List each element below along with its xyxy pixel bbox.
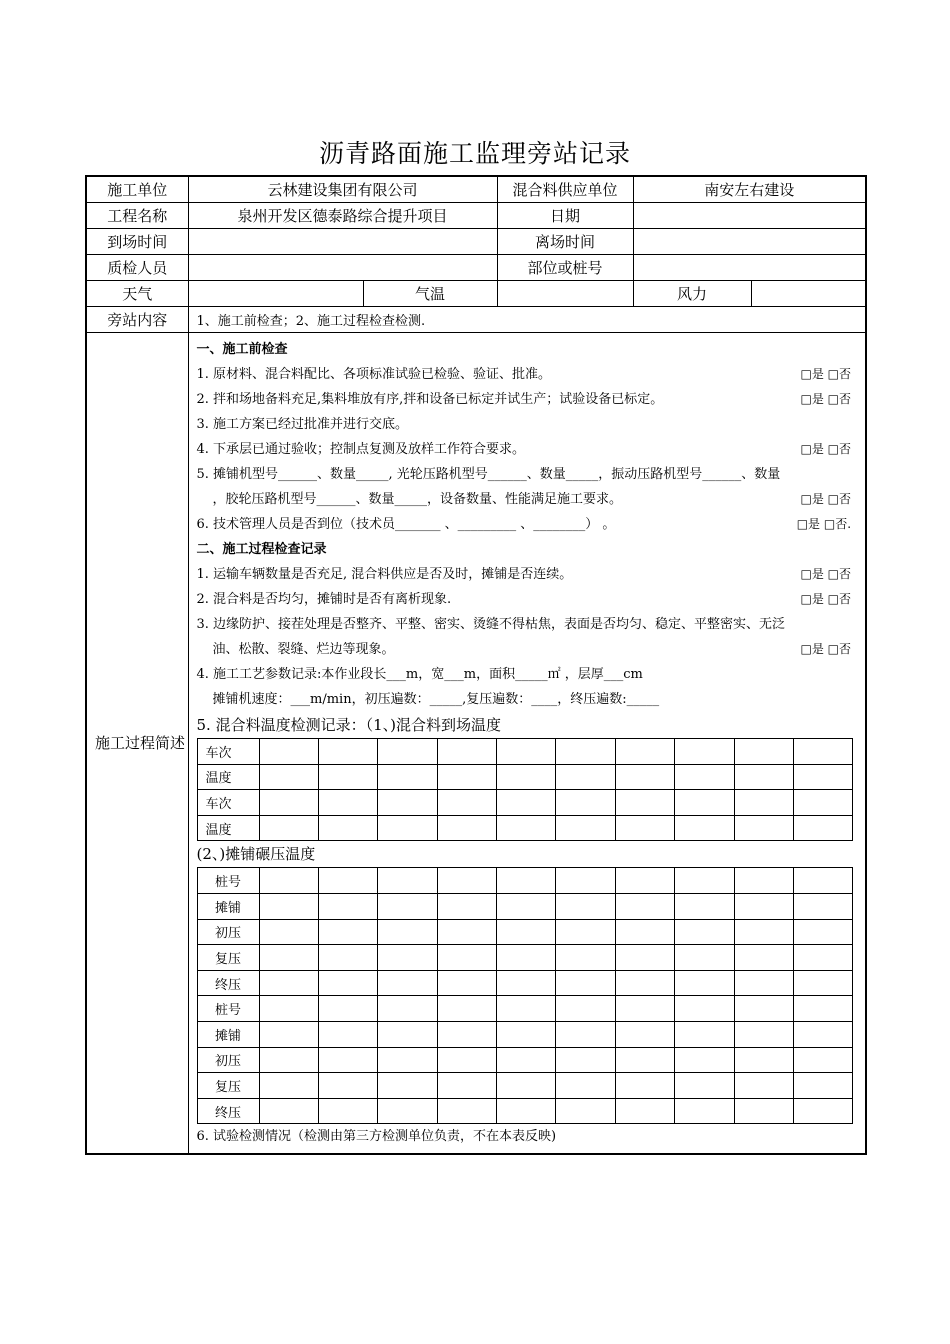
project-name-value[interactable]: 泉州开发区德泰路综合提升项目 bbox=[188, 203, 497, 229]
table-row bbox=[197, 815, 853, 841]
entry-cell[interactable] bbox=[378, 945, 437, 971]
entry-cell[interactable] bbox=[675, 790, 734, 816]
entry-cell[interactable] bbox=[318, 970, 377, 996]
temp-value[interactable] bbox=[497, 281, 633, 307]
entry-cell[interactable] bbox=[615, 790, 674, 816]
entry-cell[interactable] bbox=[794, 970, 853, 996]
entry-cell[interactable] bbox=[556, 1098, 615, 1124]
entry-cell[interactable] bbox=[675, 868, 734, 894]
entry-cell[interactable] bbox=[675, 996, 734, 1022]
entry-cell[interactable] bbox=[318, 739, 377, 765]
entry-cell[interactable] bbox=[675, 1073, 734, 1099]
checklist-item bbox=[197, 437, 862, 462]
checklist-text: 6. 技术管理人员是否到位（技术员_______ 、_________ 、________） 。 bbox=[196, 517, 616, 532]
entry-cell[interactable] bbox=[259, 893, 318, 919]
entry-cell[interactable] bbox=[794, 739, 853, 765]
entry-cell[interactable] bbox=[497, 970, 556, 996]
leave-label: 离场时间 bbox=[497, 229, 633, 255]
table-row bbox=[197, 893, 853, 919]
entry-cell[interactable] bbox=[318, 868, 377, 894]
entry-cell[interactable] bbox=[437, 739, 496, 765]
pre-items bbox=[197, 362, 862, 537]
proc-items bbox=[197, 562, 862, 712]
entry-cell[interactable] bbox=[794, 1021, 853, 1047]
inspector-label: 质检人员 bbox=[86, 255, 188, 281]
roll-caption: (2、)摊铺碾压温度 bbox=[196, 845, 316, 864]
entry-cell[interactable] bbox=[556, 893, 615, 919]
checklist-item bbox=[197, 462, 862, 487]
row-label: 桩号 bbox=[197, 996, 259, 1022]
entry-cell[interactable] bbox=[259, 970, 318, 996]
entry-cell[interactable] bbox=[378, 970, 437, 996]
entry-cell[interactable] bbox=[437, 1021, 496, 1047]
position-value[interactable] bbox=[633, 255, 866, 281]
page-title: 沥青路面施工监理旁站记录 bbox=[318, 139, 631, 168]
entry-cell[interactable] bbox=[734, 868, 793, 894]
content-label: 旁站内容 bbox=[86, 307, 188, 333]
entry-cell[interactable] bbox=[794, 764, 853, 790]
checklist-text: 1. 原材料、混合料配比、各项标准试验已检验、验证、批准。 bbox=[196, 367, 552, 382]
checklist-text: 油、松散、裂缝、烂边等现象。 bbox=[212, 642, 395, 657]
entry-cell[interactable] bbox=[437, 996, 496, 1022]
row-label: 车次 bbox=[197, 739, 259, 765]
entry-cell[interactable] bbox=[615, 970, 674, 996]
entry-cell[interactable] bbox=[437, 970, 496, 996]
mix-supplier-label: 混合料供应单位 bbox=[497, 176, 633, 203]
table-row bbox=[197, 945, 853, 971]
checklist-text: 2. 混合料是否均匀，摊铺时是否有离析现象. bbox=[196, 592, 452, 607]
checklist-item bbox=[197, 362, 862, 387]
entry-cell[interactable] bbox=[675, 919, 734, 945]
row-label: 复压 bbox=[197, 945, 259, 971]
entry-cell[interactable] bbox=[794, 893, 853, 919]
table-row bbox=[197, 739, 853, 765]
checklist-item bbox=[197, 637, 862, 662]
entry-cell[interactable] bbox=[437, 1073, 496, 1099]
table-row bbox=[197, 1098, 853, 1124]
entry-cell[interactable] bbox=[556, 945, 615, 971]
yes-no-checkbox[interactable]: □是 □否 bbox=[800, 567, 852, 581]
entry-cell[interactable] bbox=[259, 996, 318, 1022]
construction-unit-value[interactable]: 云林建设集团有限公司 bbox=[188, 176, 497, 203]
table-row bbox=[197, 1073, 853, 1099]
checklist-item bbox=[197, 412, 862, 437]
content-value: 1、施工前检查；2、施工过程检查检测. bbox=[188, 307, 866, 333]
entry-cell[interactable] bbox=[615, 996, 674, 1022]
weather-label: 天气 bbox=[86, 281, 188, 307]
entry-cell[interactable] bbox=[378, 1073, 437, 1099]
entry-cell[interactable] bbox=[556, 996, 615, 1022]
entry-cell[interactable] bbox=[437, 945, 496, 971]
entry-cell[interactable] bbox=[734, 790, 793, 816]
arrival-label: 到场时间 bbox=[86, 229, 188, 255]
row-label: 摊铺 bbox=[197, 1021, 259, 1047]
row-label: 摊铺 bbox=[197, 893, 259, 919]
entry-cell[interactable] bbox=[437, 815, 496, 841]
checklist-text: 3. 施工方案已经过批准并进行交底。 bbox=[196, 417, 409, 432]
entry-cell[interactable] bbox=[497, 790, 556, 816]
row-label: 车次 bbox=[197, 790, 259, 816]
process-label: 施工过程简述 bbox=[86, 333, 188, 1155]
row-label: 终压 bbox=[197, 970, 259, 996]
entry-cell[interactable] bbox=[675, 764, 734, 790]
pre-heading: 一、施工前检查 bbox=[196, 342, 288, 357]
entry-cell[interactable] bbox=[734, 1073, 793, 1099]
entry-cell[interactable] bbox=[556, 764, 615, 790]
entry-cell[interactable] bbox=[497, 739, 556, 765]
entry-cell[interactable] bbox=[497, 868, 556, 894]
entry-cell[interactable] bbox=[615, 739, 674, 765]
inspector-value[interactable] bbox=[188, 255, 497, 281]
entry-cell[interactable] bbox=[259, 790, 318, 816]
entry-cell[interactable] bbox=[497, 764, 556, 790]
entry-cell[interactable] bbox=[734, 1098, 793, 1124]
entry-cell[interactable] bbox=[497, 945, 556, 971]
entry-cell[interactable] bbox=[259, 945, 318, 971]
entry-cell[interactable] bbox=[318, 815, 377, 841]
entry-cell[interactable] bbox=[615, 919, 674, 945]
entry-cell[interactable] bbox=[378, 739, 437, 765]
entry-cell[interactable] bbox=[437, 764, 496, 790]
entry-cell[interactable] bbox=[734, 764, 793, 790]
entry-cell[interactable] bbox=[675, 1021, 734, 1047]
entry-cell[interactable] bbox=[497, 815, 556, 841]
table-row bbox=[197, 919, 853, 945]
entry-cell[interactable] bbox=[615, 1021, 674, 1047]
entry-cell[interactable] bbox=[675, 739, 734, 765]
checklist-item bbox=[197, 387, 862, 412]
mix-supplier-value[interactable]: 南安左右建设 bbox=[633, 176, 866, 203]
entry-cell[interactable] bbox=[497, 1021, 556, 1047]
entry-cell[interactable] bbox=[437, 790, 496, 816]
entry-cell[interactable] bbox=[734, 739, 793, 765]
entry-cell[interactable] bbox=[734, 945, 793, 971]
row-label: 复压 bbox=[197, 1073, 259, 1099]
entry-cell[interactable] bbox=[734, 919, 793, 945]
entry-cell[interactable] bbox=[675, 945, 734, 971]
checklist-text: 2. 拌和场地备料充足,集料堆放有序,拌和设备已标定并试生产；试验设备已标定。 bbox=[196, 392, 664, 407]
table-row bbox=[197, 996, 853, 1022]
entry-cell[interactable] bbox=[556, 790, 615, 816]
row-label: 初压 bbox=[197, 919, 259, 945]
entry-cell[interactable] bbox=[615, 893, 674, 919]
temp-label: 气温 bbox=[363, 281, 497, 307]
entry-cell[interactable] bbox=[437, 1098, 496, 1124]
row-label: 终压 bbox=[197, 1098, 259, 1124]
entry-cell[interactable] bbox=[259, 1073, 318, 1099]
checklist-item bbox=[197, 687, 862, 712]
record-table bbox=[85, 175, 867, 1155]
entry-cell[interactable] bbox=[794, 790, 853, 816]
entry-cell[interactable] bbox=[615, 868, 674, 894]
entry-cell[interactable] bbox=[556, 1047, 615, 1073]
process-content bbox=[188, 333, 866, 1155]
entry-cell[interactable] bbox=[794, 868, 853, 894]
entry-cell[interactable] bbox=[794, 1047, 853, 1073]
entry-cell[interactable] bbox=[734, 970, 793, 996]
checklist-text: 5. 摊铺机型号______、数量_____, 光轮压路机型号______、数量_____，振动压路机型号______、数量 bbox=[196, 467, 781, 482]
entry-cell[interactable] bbox=[794, 945, 853, 971]
checklist-text: 摊铺机速度：___m/min，初压遍数：_____,复压遍数：____，终压遍数:_____ bbox=[212, 692, 660, 707]
table-row bbox=[197, 764, 853, 790]
table-row bbox=[197, 1021, 853, 1047]
row-label: 温度 bbox=[197, 815, 259, 841]
entry-cell[interactable] bbox=[734, 996, 793, 1022]
entry-cell[interactable] bbox=[556, 970, 615, 996]
yes-no-checkbox[interactable]: □是 □否 bbox=[800, 442, 852, 456]
entry-cell[interactable] bbox=[437, 893, 496, 919]
entry-cell[interactable] bbox=[259, 764, 318, 790]
checklist-item bbox=[197, 562, 862, 587]
yes-no-checkbox[interactable]: □是 □否 bbox=[800, 392, 852, 406]
yes-no-checkbox[interactable]: □是 □否 bbox=[800, 642, 852, 656]
entry-cell[interactable] bbox=[734, 1021, 793, 1047]
arrival-value[interactable] bbox=[188, 229, 497, 255]
entry-cell[interactable] bbox=[318, 790, 377, 816]
entry-cell[interactable] bbox=[794, 1098, 853, 1124]
checklist-item bbox=[197, 587, 862, 612]
entry-cell[interactable] bbox=[556, 919, 615, 945]
yes-no-checkbox[interactable]: □是 □否. bbox=[796, 517, 852, 531]
checklist-item bbox=[197, 512, 862, 537]
entry-cell[interactable] bbox=[794, 1073, 853, 1099]
checklist-item bbox=[197, 612, 862, 637]
entry-cell[interactable] bbox=[437, 868, 496, 894]
entry-cell[interactable] bbox=[378, 919, 437, 945]
checklist-text: 3. 边缘防护、接茬处理是否整齐、平整、密实、烫缝不得枯焦，表面是否均匀、稳定、平整密实、无泛 bbox=[196, 617, 786, 632]
checklist-text: ，胶轮压路机型号______、数量_____，设备数量、性能满足施工要求。 bbox=[212, 492, 623, 507]
entry-cell[interactable] bbox=[259, 1098, 318, 1124]
entry-cell[interactable] bbox=[378, 815, 437, 841]
entry-cell[interactable] bbox=[497, 1098, 556, 1124]
entry-cell[interactable] bbox=[318, 893, 377, 919]
table-row bbox=[197, 970, 853, 996]
entry-cell[interactable] bbox=[378, 868, 437, 894]
table-row bbox=[197, 1047, 853, 1073]
entry-cell[interactable] bbox=[675, 893, 734, 919]
entry-cell[interactable] bbox=[497, 1047, 556, 1073]
date-value[interactable] bbox=[633, 203, 866, 229]
entry-cell[interactable] bbox=[615, 1098, 674, 1124]
weather-value[interactable] bbox=[188, 281, 363, 307]
checklist-text: 4. 施工工艺参数记录:本作业段长___m，宽___m，面积_____㎡ ，层厚___cm bbox=[196, 667, 643, 682]
yes-no-checkbox[interactable]: □是 □否 bbox=[800, 492, 852, 506]
entry-cell[interactable] bbox=[615, 764, 674, 790]
entry-cell[interactable] bbox=[497, 919, 556, 945]
entry-cell[interactable] bbox=[437, 1047, 496, 1073]
entry-cell[interactable] bbox=[615, 1047, 674, 1073]
test-note: 6. 试验检测情况（检测由第三方检测单位负责，不在本表反映) bbox=[196, 1129, 557, 1145]
entry-cell[interactable] bbox=[497, 893, 556, 919]
entry-cell[interactable] bbox=[615, 815, 674, 841]
entry-cell[interactable] bbox=[378, 1047, 437, 1073]
entry-cell[interactable] bbox=[734, 1047, 793, 1073]
temp-table bbox=[197, 738, 854, 841]
wind-value[interactable] bbox=[751, 281, 866, 307]
entry-cell[interactable] bbox=[378, 1098, 437, 1124]
entry-cell[interactable] bbox=[378, 790, 437, 816]
entry-cell[interactable] bbox=[497, 996, 556, 1022]
entry-cell[interactable] bbox=[318, 1047, 377, 1073]
row-label: 桩号 bbox=[197, 868, 259, 894]
row-label: 温度 bbox=[197, 764, 259, 790]
entry-cell[interactable] bbox=[318, 945, 377, 971]
entry-cell[interactable] bbox=[259, 815, 318, 841]
entry-cell[interactable] bbox=[259, 739, 318, 765]
entry-cell[interactable] bbox=[259, 919, 318, 945]
entry-cell[interactable] bbox=[734, 815, 793, 841]
entry-cell[interactable] bbox=[318, 996, 377, 1022]
entry-cell[interactable] bbox=[378, 893, 437, 919]
entry-cell[interactable] bbox=[437, 919, 496, 945]
leave-value[interactable] bbox=[633, 229, 866, 255]
yes-no-checkbox[interactable]: □是 □否 bbox=[800, 367, 852, 381]
table-row bbox=[197, 868, 853, 894]
entry-cell[interactable] bbox=[378, 764, 437, 790]
position-label: 部位或桩号 bbox=[497, 255, 633, 281]
entry-cell[interactable] bbox=[259, 1047, 318, 1073]
entry-cell[interactable] bbox=[556, 1021, 615, 1047]
entry-cell[interactable] bbox=[556, 739, 615, 765]
entry-cell[interactable] bbox=[556, 815, 615, 841]
checklist-item bbox=[197, 662, 862, 687]
checklist-text: 1. 运输车辆数量是否充足, 混合料供应是否及时，摊铺是否连续。 bbox=[196, 567, 573, 582]
proc-heading: 二、施工过程检查记录 bbox=[196, 542, 327, 557]
roll-table bbox=[197, 867, 854, 1124]
entry-cell[interactable] bbox=[318, 1021, 377, 1047]
entry-cell[interactable] bbox=[556, 1073, 615, 1099]
entry-cell[interactable] bbox=[794, 996, 853, 1022]
entry-cell[interactable] bbox=[794, 919, 853, 945]
yes-no-checkbox[interactable]: □是 □否 bbox=[800, 592, 852, 606]
entry-cell[interactable] bbox=[259, 1021, 318, 1047]
checklist-text: 4. 下承层已通过验收；控制点复测及放样工作符合要求。 bbox=[196, 442, 526, 457]
entry-cell[interactable] bbox=[734, 893, 793, 919]
wind-label: 风力 bbox=[633, 281, 751, 307]
entry-cell[interactable] bbox=[675, 1098, 734, 1124]
table-row bbox=[197, 790, 853, 816]
entry-cell[interactable] bbox=[318, 919, 377, 945]
entry-cell[interactable] bbox=[675, 815, 734, 841]
entry-cell[interactable] bbox=[675, 970, 734, 996]
entry-cell[interactable] bbox=[318, 764, 377, 790]
date-label: 日期 bbox=[497, 203, 633, 229]
entry-cell[interactable] bbox=[259, 868, 318, 894]
entry-cell[interactable] bbox=[497, 1073, 556, 1099]
construction-unit-label: 施工单位 bbox=[86, 176, 188, 203]
checklist-item bbox=[197, 487, 862, 512]
entry-cell[interactable] bbox=[675, 1047, 734, 1073]
entry-cell[interactable] bbox=[378, 996, 437, 1022]
entry-cell[interactable] bbox=[556, 868, 615, 894]
entry-cell[interactable] bbox=[794, 815, 853, 841]
entry-cell[interactable] bbox=[318, 1073, 377, 1099]
entry-cell[interactable] bbox=[615, 945, 674, 971]
temp-caption: 5. 混合料温度检测记录：（1、)混合料到场温度 bbox=[196, 716, 501, 734]
row-label: 初压 bbox=[197, 1047, 259, 1073]
entry-cell[interactable] bbox=[378, 1021, 437, 1047]
entry-cell[interactable] bbox=[318, 1098, 377, 1124]
entry-cell[interactable] bbox=[615, 1073, 674, 1099]
project-name-label: 工程名称 bbox=[86, 203, 188, 229]
